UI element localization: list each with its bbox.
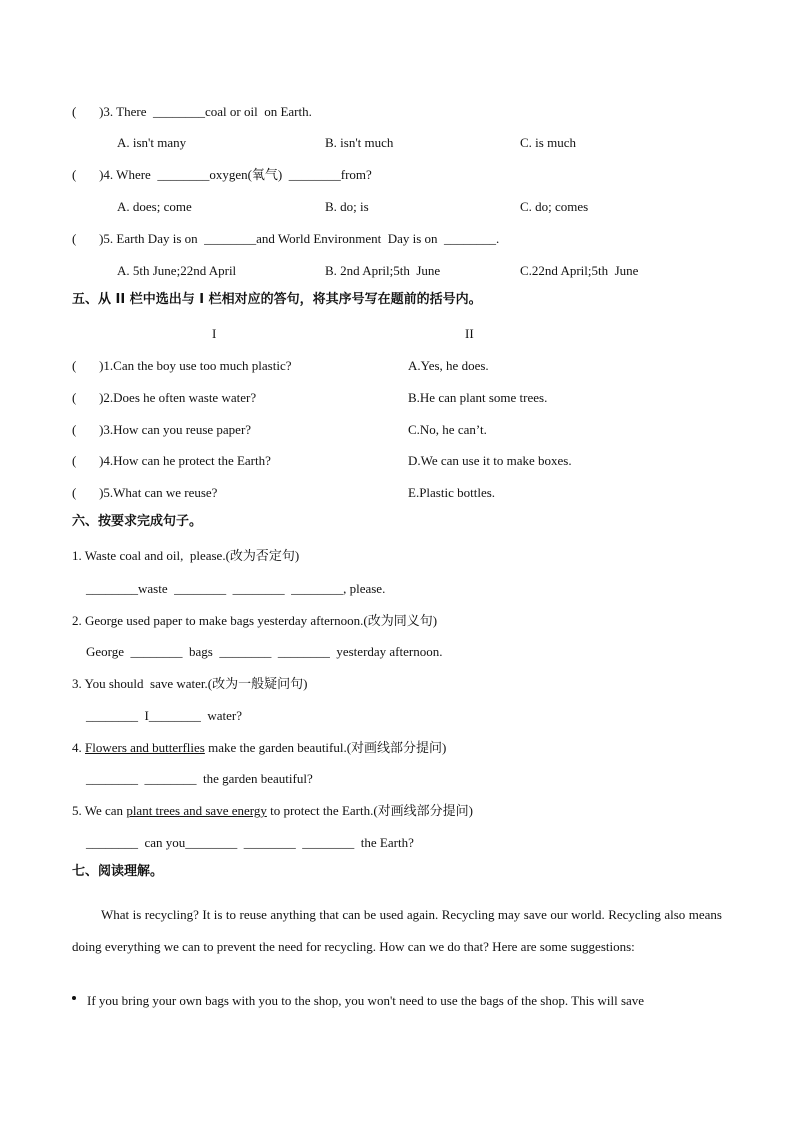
match-right-b: B.He can plant some trees. [408,390,548,405]
reading-paragraph: What is recycling? It is to reuse anything that can be used again. Recycling may save our world. Recycling also means doing everything we can to prevent the need for recycling. How can we do that? Here are some suggestions: [72,907,722,954]
s6-q1-text: 1. Waste coal and oil, please.(改为否定句) [72,548,300,563]
match-right-c: C.No, he can’t. [408,422,487,437]
match-right-d: D.We can use it to make boxes. [408,453,572,468]
reading-bullet-1: If you bring your own bags with you to the shop, you won't need to use the bags of the shop. This will save [87,993,645,1008]
s6-q4-text [72,740,446,756]
q3-option-a: A. isn't many [117,135,187,150]
q3-option-c: C. is much [520,135,576,150]
s6-q5-answer: ________ can you________ ________ ________ the Earth? [86,835,414,850]
column-i-header: I [212,326,217,341]
q5-option-c: C.22nd April;5th June [520,263,639,278]
q4-option-b: B. do; is [325,199,369,214]
s6-q4-number: 4. [72,740,85,755]
match-left-5: ( )5.What can we reuse? [72,485,218,500]
s6-q5-lead: 5. We can [72,803,127,818]
match-right-e: E.Plastic bottles. [408,485,496,500]
s6-q4-answer: ________ ________ the garden beautiful? [86,771,313,786]
section6-title: 六、按要求完成句子。 [72,514,203,529]
match-right-a: A.Yes, he does. [408,358,489,373]
q4-stem: ( )4. Where ________oxygen(氧气) ________from? [72,167,372,182]
match-left-4: ( )4.How can he protect the Earth? [72,453,271,468]
match-left-2: ( )2.Does he often waste water? [72,390,257,405]
q4-option-a: A. does; come [117,199,192,214]
s6-q4-rest: make the garden beautiful.(对画线部分提问) [204,740,447,755]
s6-q1-answer: ________waste ________ ________ ________, please. [86,581,386,596]
s6-q2-text: 2. George used paper to make bags yesterday afternoon.(改为同义句) [72,613,438,628]
q5-stem: ( )5. Earth Day is on ________and World Environment Day is on ________. [72,231,500,246]
s6-q4-underlined: Flowers and butterflies [85,740,205,755]
column-ii-header: II [465,326,474,341]
q5-option-a: A. 5th June;22nd April [117,263,237,278]
q5-option-b: B. 2nd April;5th June [325,263,441,278]
q3-option-b: B. isn't much [325,135,394,150]
s6-q5-text [72,803,473,819]
section7-title: 七、阅读理解。 [72,864,164,879]
s6-q3-answer: ________ I________ water? [86,708,242,723]
section5-title: 五、从 II 栏中选出与 I 栏相对应的答句，将其序号写在题前的括号内。 [72,292,482,307]
bullet-dot-icon [72,996,76,1000]
q4-option-c: C. do; comes [520,199,589,214]
s6-q3-text: 3. You should save water.(改为一般疑问句) [72,676,308,691]
q3-stem: ( )3. There ________coal or oil on Earth. [72,104,312,119]
s6-q5-rest: to protect the Earth.(对画线部分提问) [266,803,474,818]
s6-q5-underlined: plant trees and save energy [126,803,267,818]
s6-q2-answer: George ________ bags ________ ________ yesterday afternoon. [86,644,443,659]
match-left-3: ( )3.How can you reuse paper? [72,422,252,437]
match-left-1: ( )1.Can the boy use too much plastic? [72,358,292,373]
